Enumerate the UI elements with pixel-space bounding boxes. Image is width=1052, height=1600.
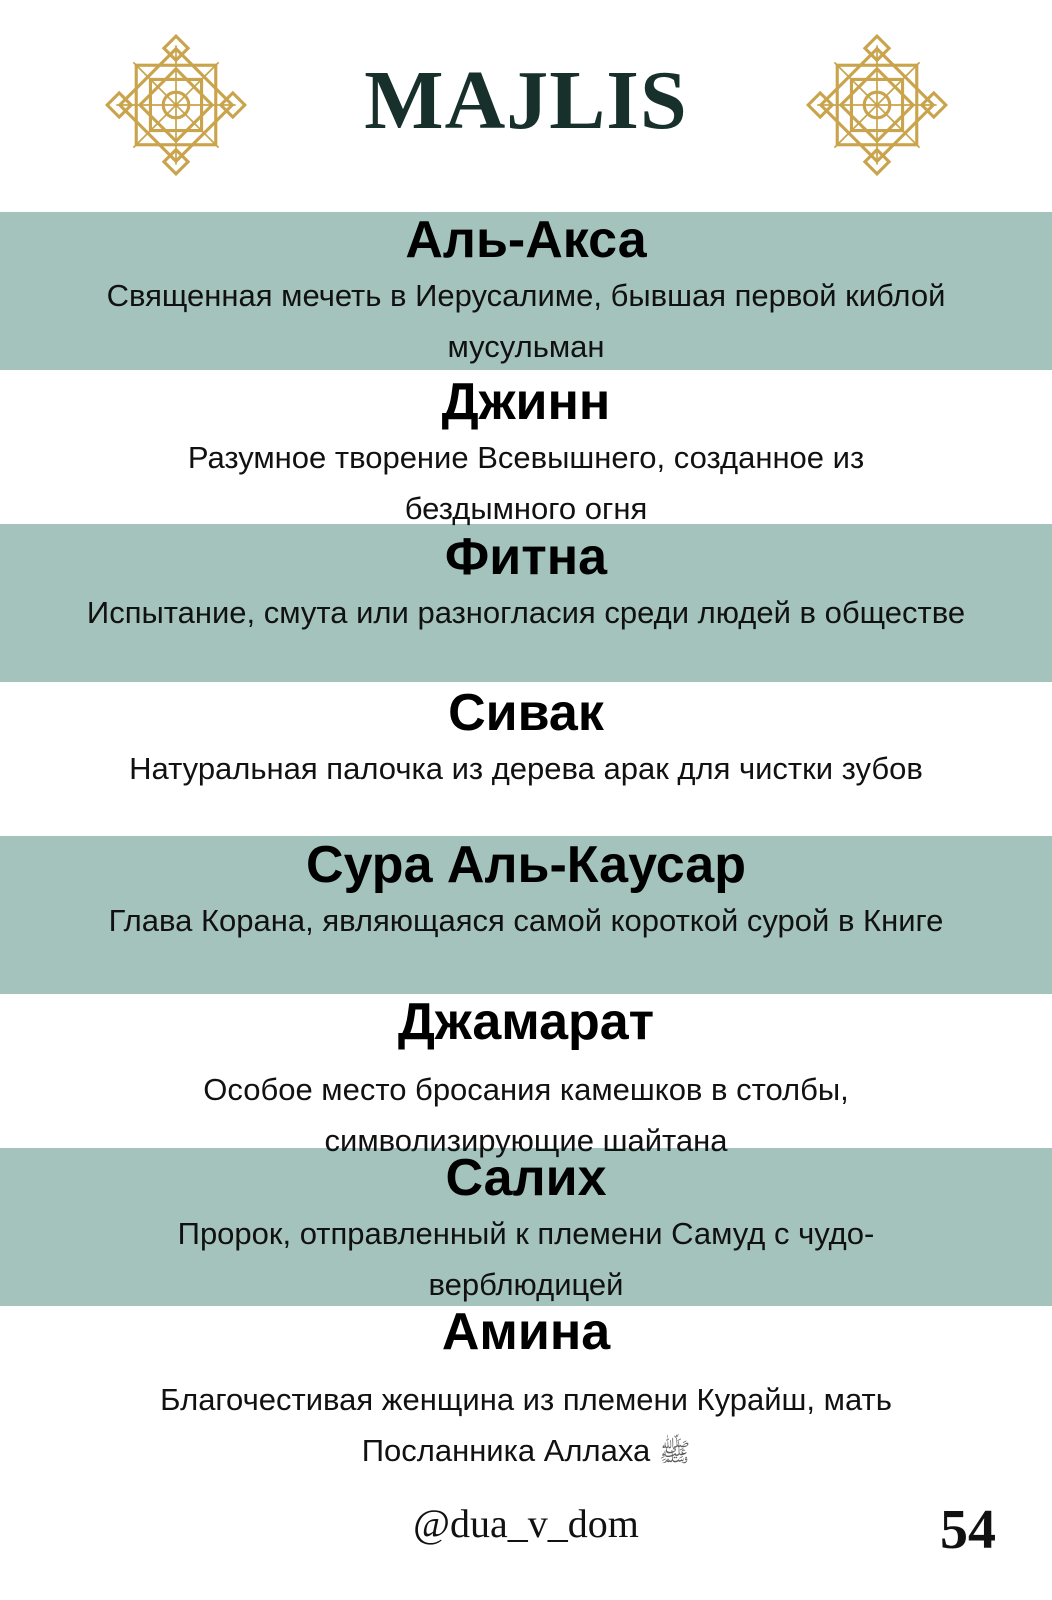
islamic-star-ornament-icon — [806, 34, 948, 176]
glossary-entry — [0, 372, 1052, 534]
majlis-logo: MAJLIS — [364, 54, 688, 147]
entry-definition: Натуральная палочка из дерева арак для чистки зубов — [129, 751, 923, 786]
entry-definition: Священная мечеть в Иерусалиме, бывшая первой киблой мусульман — [106, 278, 946, 364]
entry-definition: Глава Корана, являющаяся самой короткой сурой в Книге — [108, 903, 944, 938]
entry-term: Фитна — [444, 528, 608, 586]
glossary-entry — [0, 683, 1052, 794]
entry-term: Аль-Акса — [405, 211, 647, 269]
page-number: 54 — [940, 1499, 996, 1561]
glossary-entry — [0, 1148, 1052, 1310]
entry-definition: Пророк, отправленный к племени Самуд с чудо-верблюдицей — [177, 1216, 875, 1302]
page-header — [0, 0, 1052, 216]
glossary-entry — [0, 992, 1052, 1166]
entry-term: Салих — [445, 1149, 607, 1207]
entry-definition: Испытание, смута или разногласия среди людей в обществе — [86, 595, 966, 630]
glossary-entry — [0, 835, 1052, 946]
glossary-entry — [0, 1302, 1052, 1478]
entry-definition: Благочестивая женщина из племени Курайш, мать Посланника Аллаха — [160, 1382, 892, 1468]
entry-term: Сура Аль-Каусар — [306, 836, 746, 894]
entry-term: Сивак — [448, 684, 604, 742]
entry-definition: Разумное творение Всевышнего, созданное из бездымного огня — [187, 440, 865, 526]
social-handle: @dua_v_dom — [413, 1501, 639, 1546]
entry-term: Джинн — [441, 373, 611, 431]
glossary-entry — [0, 527, 1052, 638]
salawat-calligraphy-icon: ﷺ — [658, 1437, 691, 1467]
entry-definition: Особое место бросания камешков в столбы, символизирующие шайтана — [203, 1072, 849, 1158]
glossary-entry — [0, 210, 1052, 372]
entry-term: Джамарат — [397, 993, 655, 1051]
entry-term: Амина — [441, 1303, 611, 1361]
